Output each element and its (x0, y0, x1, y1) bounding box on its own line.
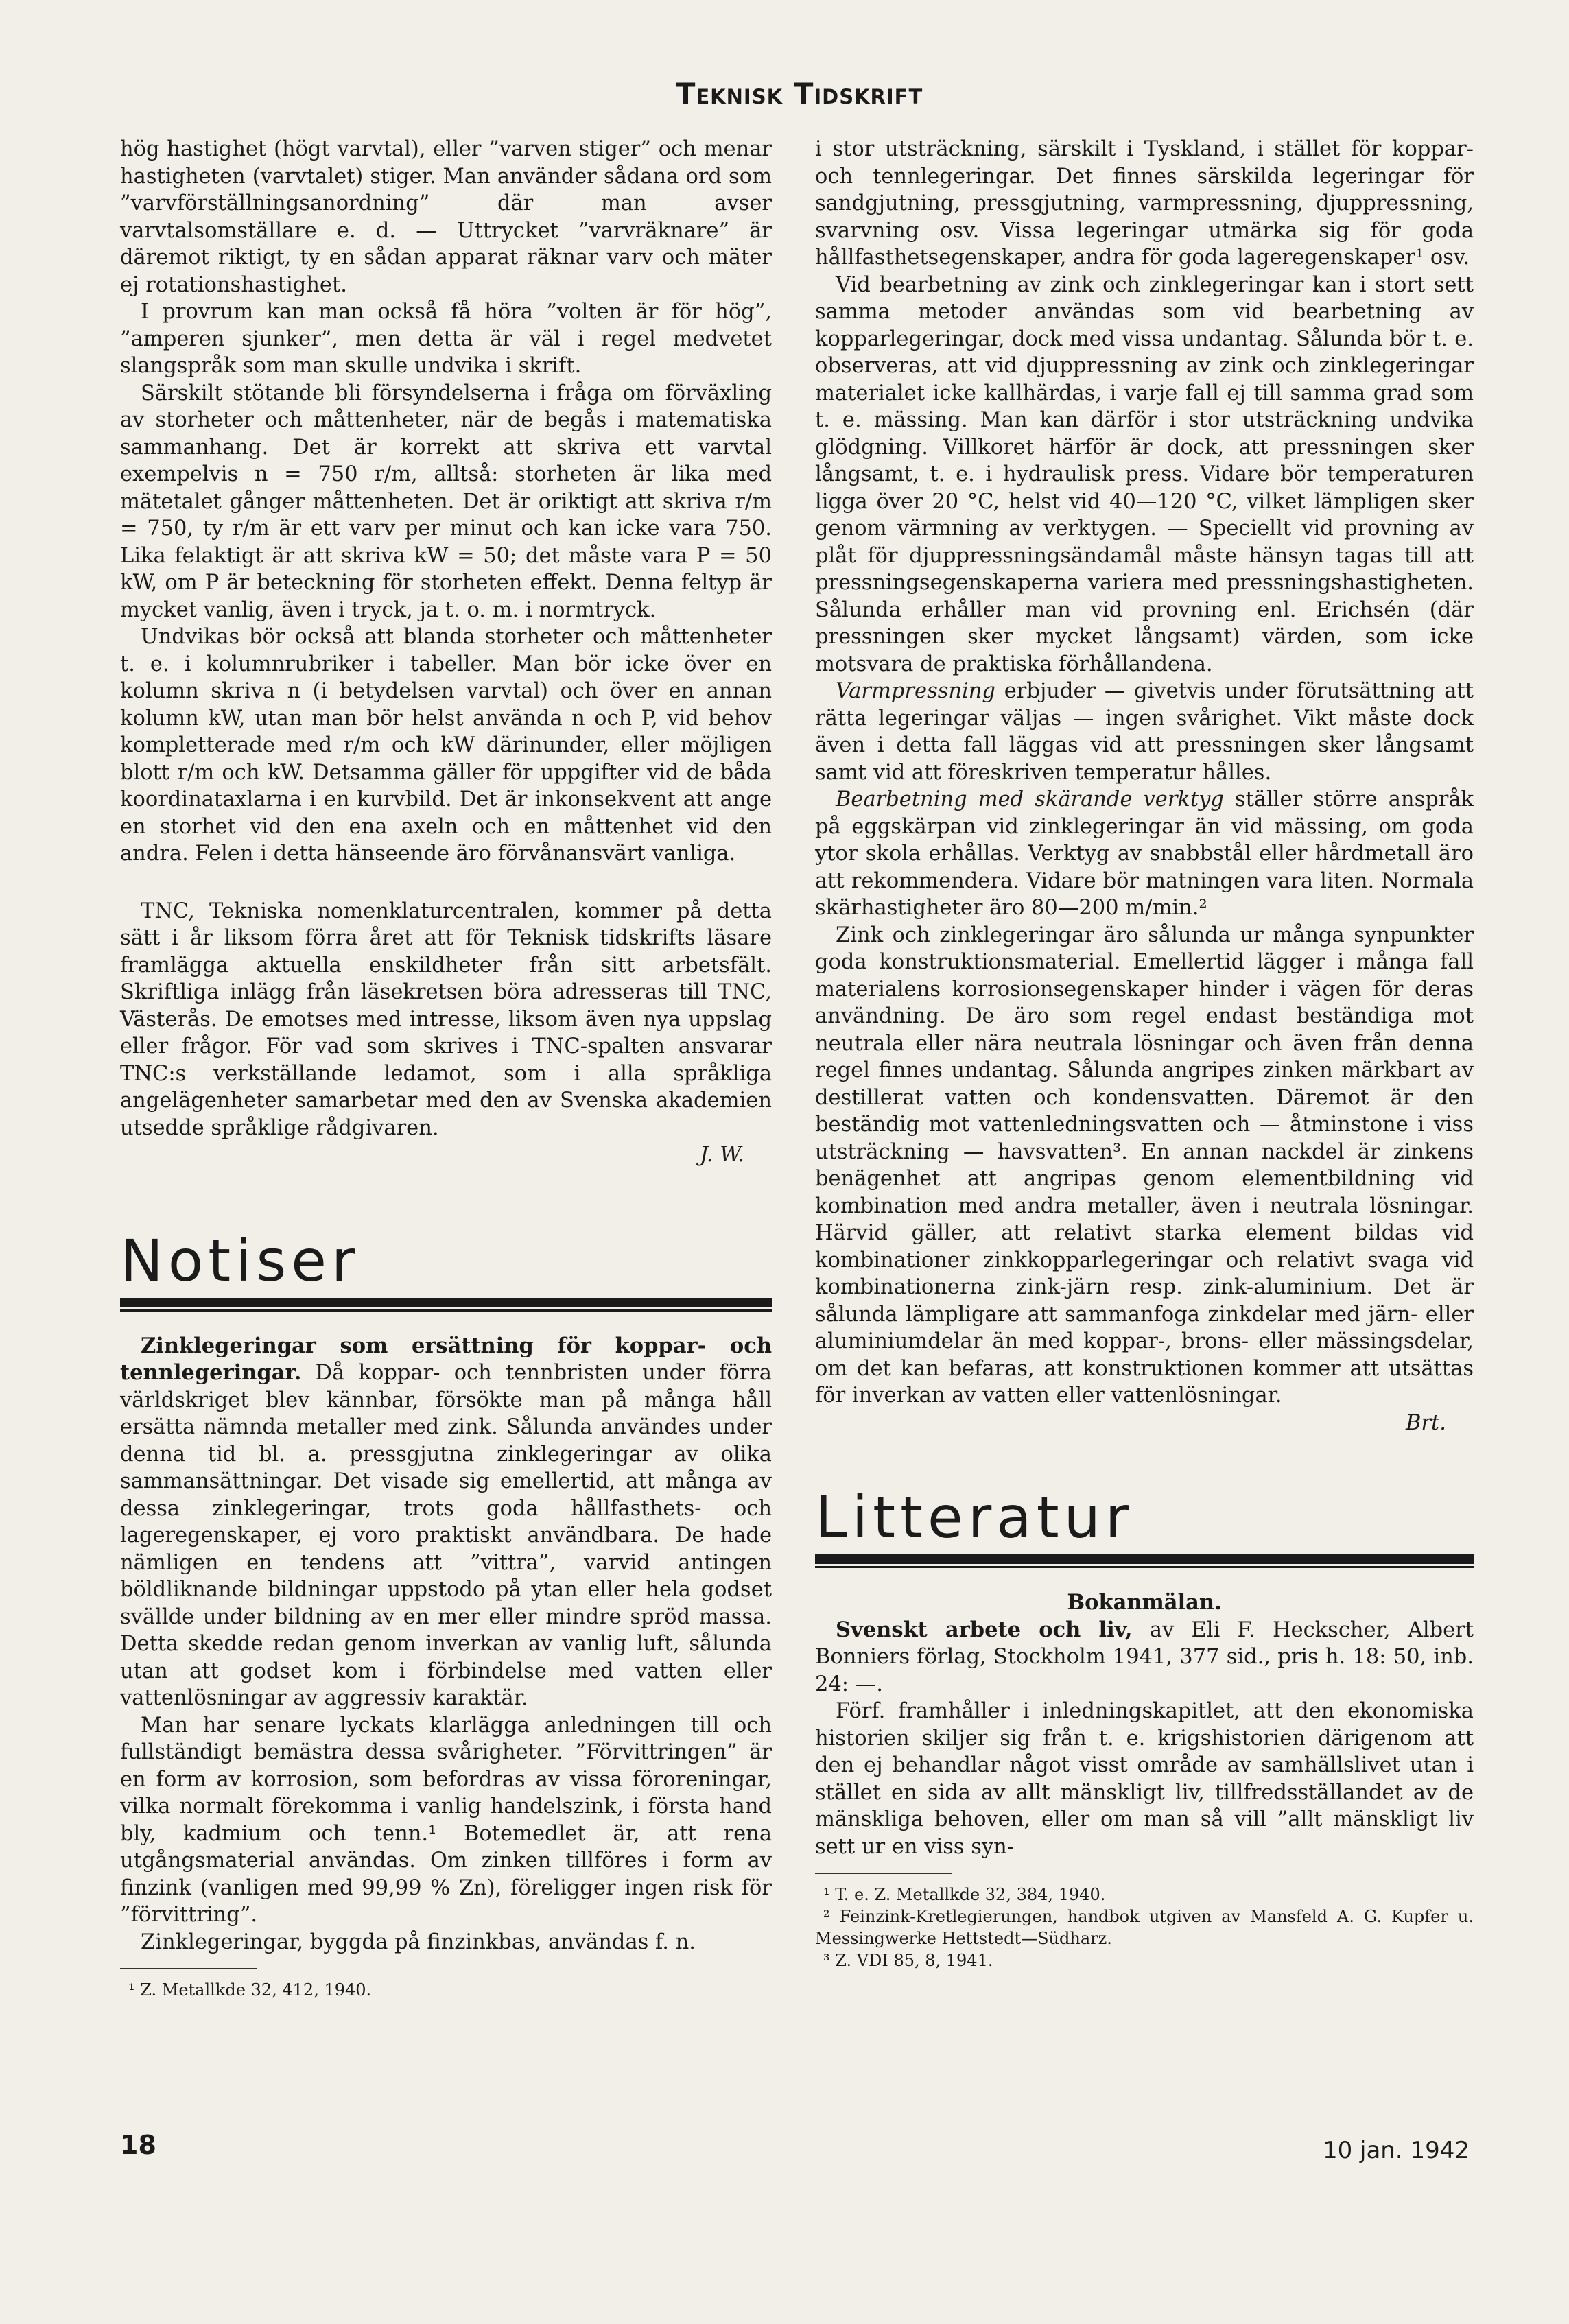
footnote: ² Feinzink-Kretlegierungen, handbok utgiven av Mansfeld A. G. Kupfer u. Messingwerke Hettstedt—Südharz. (815, 1907, 1474, 1948)
paragraph-text: ställer större anspråk på eggskärpan vid zinklegeringar än vid mässing, om goda ytor skola erhållas. Verktyg av snabbstål eller hårdmetall äro att rekommendera. Vidare bör matningen vara liten. Normala skärhastigheter äro 80—200 m/min.² (815, 787, 1474, 920)
paragraph: Man har senare lyckats klarlägga anledningen till och fullständigt bemästra dessa svårigheter. ”Förvittringen” är en form av korrosion, som befordras av vissa föroreningar, vilka normalt förekomma i vanlig handelszink, i första hand bly, kadmium och tenn.¹ Botemedlet är, att rena utgångsmaterial användas. Om zinken tillföres i form av finzink (vanligen med 99,99 % Zn), föreligger ingen risk för ”förvittring”. (120, 1713, 772, 1927)
paragraph: Zink och zinklegeringar äro sålunda ur många synpunkter goda konstruktionsmaterial. Emellertid lägger i många fall materialens korrosionsegenskaper hinder i vägen för deras användning. De äro som regel endast beständiga mot neutrala eller nära neutrala lösningar och även från denna regel finnes undantag. Sålunda angripes zinken märkbart av destillerat vatten och kondensvatten. Däremot är den beständig mot vattenledningsvatten och — åtminstone i viss utsträckning — havsvatten³. En annan nackdel är zinkens benägenhet att angripas genom elementbildning vid kombination med andra metaller, även i neutrala lösningar. Härvid gäller, att relativt starka element bildas vid kombinationer zinkkopparlegeringar och relativt svaga vid kombinationerna zink-järn resp. zink-aluminium. Det är sålunda lämpligare att sammanfoga zinkdelar med järn- eller aluminiumdelar än med koppar-, brons- eller mässingsdelar, om det kan befaras, att konstruktionen kommer att utsättas för inverkan av vatten eller vattenlösningar. (815, 923, 1474, 1408)
footnote-rule (120, 1968, 257, 1969)
paragraph: Undvikas bör också att blanda storheter och måttenheter t. e. i kolumnrubriker i tabeller. Man bör icke över en kolumn skriva n (i betydelsen varvtal) och över en annan kolumn kW, utan man bör helst använda n och P, vid behov kompletterade med r/m och kW därinunder, eller möjligen blott r/m och kW. Detsamma gäller för uppgifter vid de båda koordinataxlarna i en kurvbild. Det är inkonsekvent att ange en storhet vid den ena axeln och en måttenhet vid den andra. Felen i detta hänseende äro förvånansvärt vanliga. (120, 625, 772, 866)
notiser-heading: Notiser (120, 1226, 360, 1294)
masthead: Teknisk Tidskrift (675, 77, 923, 110)
bokanmalan-heading: Bokanmälan. (1067, 1590, 1222, 1615)
footnote: ¹ Z. Metallkde 32, 412, 1940. (128, 1980, 372, 2000)
paragraph: Vid bearbetning av zink och zinklegeringar kan i stort sett samma metoder användas som vid bearbetning av kopparlegeringar, dock med vissa undantag. Sålunda bör t. e. observeras, att vid djuppressning av zink och zinklegeringar materialet icke kallhärdas, i varje fall ej till samma grad som t. e. mässing. Man kan därför i stor utsträckning undvika glödgning. Villkoret härför är dock, att pressningen sker långsamt, t. e. i hydraulisk press. Vidare bör temperaturen ligga över 20 °C, helst vid 40—120 °C, vilket lämpligen sker genom värmning av verktygen. — Speciellt vid provning av plåt för djuppressningsändamål måste hänsyn tagas till att pressningsegenskaperna variera med pressningshastigheten. Sålunda erhåller man vid provning enl. Erichsén (där pressningen sker mycket långsamt) värden, som icke motsvara de praktiska förhållandena. (815, 272, 1474, 676)
book-details: av Eli F. Heckscher, Albert Bonniers förlag, Stockholm 1941, 377 sid., pris h. 18: 50, inb. 24: —. (815, 1617, 1474, 1696)
paragraph: Zinklegeringar, byggda på finzinkbas, användas f. n. (141, 1930, 696, 1954)
footnote: ¹ T. e. Z. Metallkde 32, 384, 1940. (823, 1885, 1106, 1904)
paragraph: Förf. framhåller i inledningskapitlet, att den ekonomiska historien skiljer sig från t. e. krigshistorien därigenom att den ej behandlar något visst område av samhällslivet utan i stället en sida av allt mänskligt liv, tillfredsställandet av de mänskliga behoven, eller om man så vill ”allt mänskligt liv sett ur en viss syn- (815, 1699, 1474, 1859)
paragraph (815, 678, 1474, 786)
paragraph: hög hastighet (högt varvtal), eller ”varven stiger” och menar hastigheten (varvtalet) stiger. Man använder sådana ord som ”varvförställningsanordning” där man avser varvtalsomställare e. d. — Uttrycket ”varvräknare” är däremot riktigt, ty en sådan apparat räknar varv och mäter ej rotationshastighet. (120, 137, 772, 297)
left-column (120, 136, 772, 2001)
footnote: ³ Z. VDI 85, 8, 1941. (823, 1951, 993, 1970)
paragraph: Särskilt stötande bli försyndelserna i fråga om förväxling av storheter och måttenheter, när de begås i matematiska sammanhang. Det är korrekt att skriva ett varvtal exempelvis n = 750 r/m, alltså: storheten är lika med mätetalet gånger måttenheten. Det är oriktigt att skriva r/m = 750, ty r/m är ett varv per minut och kan icke vara 750. Lika felaktigt är att skriva kW = 50; det måste vara P = 50 kW, om P är beteckning för storheten effekt. Denna feltyp är mycket vanlig, även i tryck, ja t. o. m. i normtryck. (120, 381, 772, 622)
emphasis: Varmpressning (836, 679, 995, 703)
footnote-rule (815, 1873, 952, 1874)
book-title: Svenskt arbete och liv, (836, 1617, 1133, 1642)
issue-date: 10 jan. 1942 (1322, 2137, 1470, 2164)
signature-brt: Brt. (1406, 1410, 1446, 1435)
review-paragraph (815, 1617, 1474, 1698)
paragraph-text: erbjuder — givetvis under förutsättning att rätta legeringar väljas — ingen svårighet. Vikt måste dock även i detta fall läggas vid att pressningen sker långsamt samt vid att föreskriven temperatur hålles. (815, 679, 1474, 785)
paragraph: I provrum kan man också få höra ”volten är för hög”, ”amperen sjunker”, men detta är väl i regel medvetet slangspråk som man skulle undvika i skrift. (120, 300, 772, 378)
tnc-paragraph: TNC, Tekniska nomenklaturcentralen, kommer på detta sätt i år liksom förra året att för Teknisk tidskrifts läsare framlägga aktuella enskildheter från sitt arbetsfält. Skriftliga inlägg från läsekretsen böra adresseras till TNC, Västerås. De emotses med intresse, liksom även nya uppslag eller frågor. För vad som skrives i TNC-spalten ansvarar TNC:s verkställande ledamot, som i alla språkliga angelägenheter samarbetar med den av Svenska akademien utsedde språklige rådgivaren. (120, 899, 772, 1140)
litteratur-heading: Litteratur (815, 1484, 1134, 1551)
emphasis: Bearbetning med skärande verktyg (836, 787, 1224, 811)
notice-paragraph (120, 1333, 772, 1712)
signature-jw: J. W. (700, 1143, 744, 1167)
section-rule (815, 1554, 1474, 1566)
paragraph (815, 786, 1474, 922)
notice-title: Zinklegeringar som ersättning för koppar- och tennlegeringar. (120, 1333, 772, 1385)
paragraph: i stor utsträckning, särskilt i Tyskland, i stället för koppar- och tennlegeringar. Det finnes särskilda legeringar för sandgjutning, pressgjutning, varmpressning, djuppressning, svarvning osv. Vissa legeringar utmärka sig för goda hållfasthetsegenskaper, andra för goda lageregenskaper¹ osv. (815, 137, 1474, 270)
notice-text: Då koppar- och tennbristen under förra världskriget blev kännbar, försökte man på många håll ersätta nämnda metaller med zink. Sålunda användes under denna tid bl. a. pressgjutna zinklegeringar av olika sammansättningar. Det visade sig emellertid, att många av dessa zinklegeringar, trots goda hållfasthets- och lageregenskaper, ej voro praktiskt användbara. De hade nämligen en tendens att ”vittra”, varvid antingen böldliknande bildningar uppstodo på ytan eller hela godset svällde under bildning av en mer eller mindre spröd massa. Detta skedde redan genom inverkan av vanlig luft, sålunda utan att godset kom i förbindelse med vatten eller vattenlösningar av aggressiv karaktär. (120, 1361, 772, 1710)
page-number: 18 (120, 2130, 156, 2160)
section-rule (120, 1298, 772, 1309)
right-column (815, 136, 1474, 1971)
